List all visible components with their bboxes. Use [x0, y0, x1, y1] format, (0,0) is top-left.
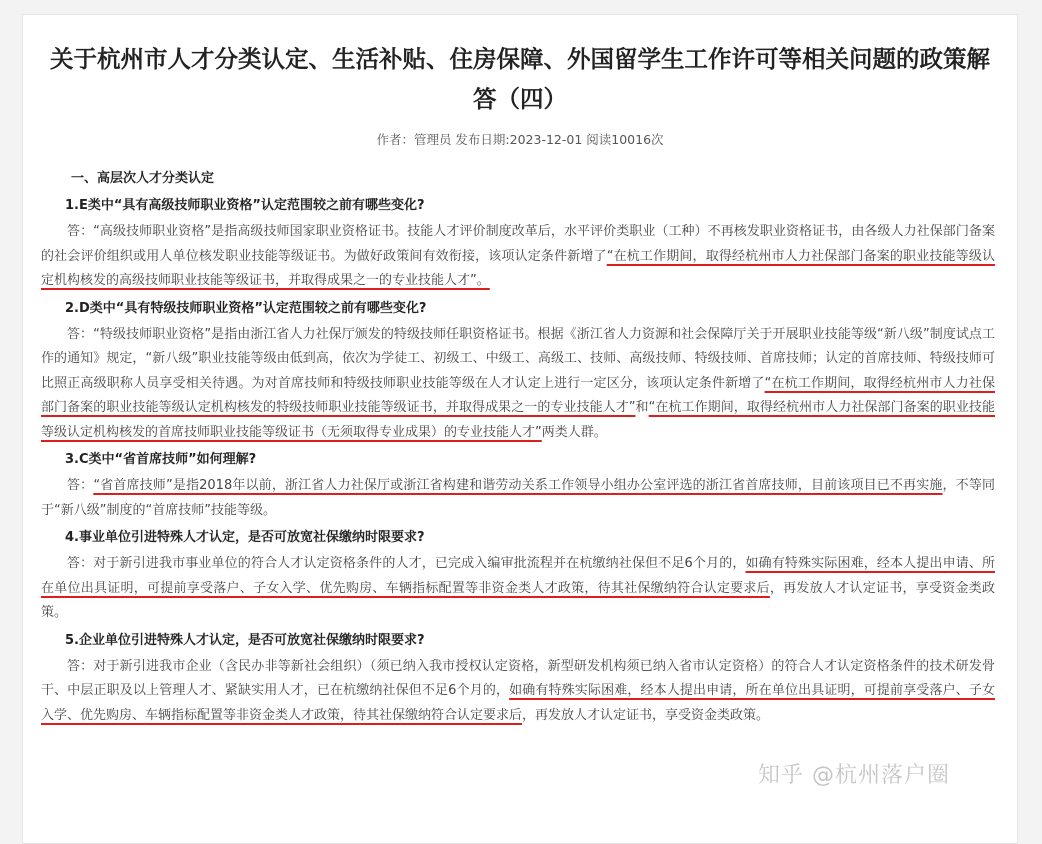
answer-1 [41, 220, 995, 294]
answer-5-text: 答：对于新引进我市企业（含民办非等新社会组织）（须已纳入我市授权认定资格，新型研发机构须已纳入省市认定资格）的符合人才认定资格条件的技术研发骨干、中层正职及以上管理人才、紧缺实用人才，已在杭缴纳社保但不足6个月的， [41, 658, 995, 698]
answer-2-conjunction: 和 [635, 400, 649, 415]
answer-2-tail: 两类人群。 [541, 424, 607, 440]
answer-2-highlight-1: “在杭工作期间，取得经杭州市人力社保部门备案的职业技能等级认定机构核发的特级技师职业技能等级证书，并取得成果之一的专业技能人才” [41, 375, 995, 415]
question-2: 2.D类中“具有特级技师职业资格”认定范围较之前有哪些变化? [65, 300, 427, 316]
answer-2-highlight-2: “在杭工作期间，取得经杭州市人力社保部门备案的职业技能等级认定机构核发的首席技师职业技能等级证书（无须取得专业成果）的专业技能人才” [41, 400, 995, 440]
answer-4-text: 答：对于新引进我市事业单位的符合人才认定资格条件的人才，已完成入编审批流程并在杭缴纳社保但不足6个月的， [67, 556, 746, 571]
answer-4-highlight: 如确有特殊实际困难，经本人提出申请、所在单位出具证明，可提前享受落户、子女入学、优先购房、车辆指标配置等非资金类人才政策，待其社保缴纳符合认定要求后 [41, 556, 995, 596]
article-title: 关于杭州市人才分类认定、生活补贴、住房保障、外国留学生工作许可等相关问题的政策解答（四） [50, 45, 990, 113]
answer-3 [41, 474, 995, 523]
article-meta: 作者：管理员 发布日期:2023-12-01 阅读10016次 [376, 132, 664, 147]
answer-1-highlight: “在杭工作期间，取得经杭州市人力社保部门备案的职业技能等级认定机构核发的高级技师职业技能等级证书，并取得成果之一的专业技能人才”。 [41, 248, 995, 288]
question-5: 5.企业单位引进特殊人才认定，是否可放宽社保缴纳时限要求? [65, 632, 425, 648]
question-3: 3.C类中“省首席技师”如何理解? [65, 452, 257, 467]
section-heading: 一、高层次人才分类认定 [71, 171, 215, 186]
answer-2 [41, 323, 995, 446]
answer-5-tail: ，再发放人才认定证书，享受资金类政策。 [522, 707, 770, 723]
article-body [41, 167, 995, 728]
question-4: 4.事业单位引进特殊人才认定，是否可放宽社保缴纳时限要求? [65, 530, 425, 545]
answer-2-text: 答：“特级技师职业资格”是指由浙江省人力社保厅颁发的特级技师任职资格证书。根据《浙江省人力资源和社会保障厅关于开展职业技能等级“新八级”制度试点工作的通知》规定，“新八级”职业技能等级由低到高，依次为学徒工、初级工、中级工、高级工、技师、高级技师、特级技师、首席技师；认定的首席技师、特级技师可比照正高级职称人员享受相关待遇。为对首席技师和特级技师职业技能等级在人才认定上进行一定区分，该项认定条件新增了 [41, 326, 995, 391]
answer-3-tail: ，不等同于“新八级”制度的“首席技师”技能等级。 [41, 478, 995, 518]
article-page [22, 14, 1018, 844]
answer-4 [41, 552, 995, 626]
answer-5 [41, 655, 995, 729]
answer-4-tail: ，再发放人才认定证书，享受资金类政策。 [41, 580, 995, 620]
answer-1-text: 答：“高级技师职业资格”是指高级技师国家职业资格证书。技能人才评价制度改革后，水平评价类职业（工种）不再核发职业资格证书，由各级人力社保部门备案的社会评价组织或用人单位核发职业技能等级证书。为做好政策间有效衔接，该项认定条件新增了 [41, 224, 995, 264]
answer-5-highlight: 如确有特殊实际困难，经本人提出申请，所在单位出具证明，可提前享受落户、子女入学、优先购房、车辆指标配置等非资金类人才政策，待其社保缴纳符合认定要求后 [41, 683, 995, 723]
answer-3-highlight: “省首席技师”是指2018年以前，浙江省人力社保厅或浙江省构建和谐劳动关系工作领导小组办公室评选的浙江省首席技师，目前该项目已不再实施 [93, 478, 943, 493]
watermark: 知乎 @杭州落户圈 [758, 763, 950, 788]
question-1: 1.E类中“具有高级技师职业资格”认定范围较之前有哪些变化? [65, 198, 425, 213]
answer-3-text: 答： [67, 478, 94, 493]
